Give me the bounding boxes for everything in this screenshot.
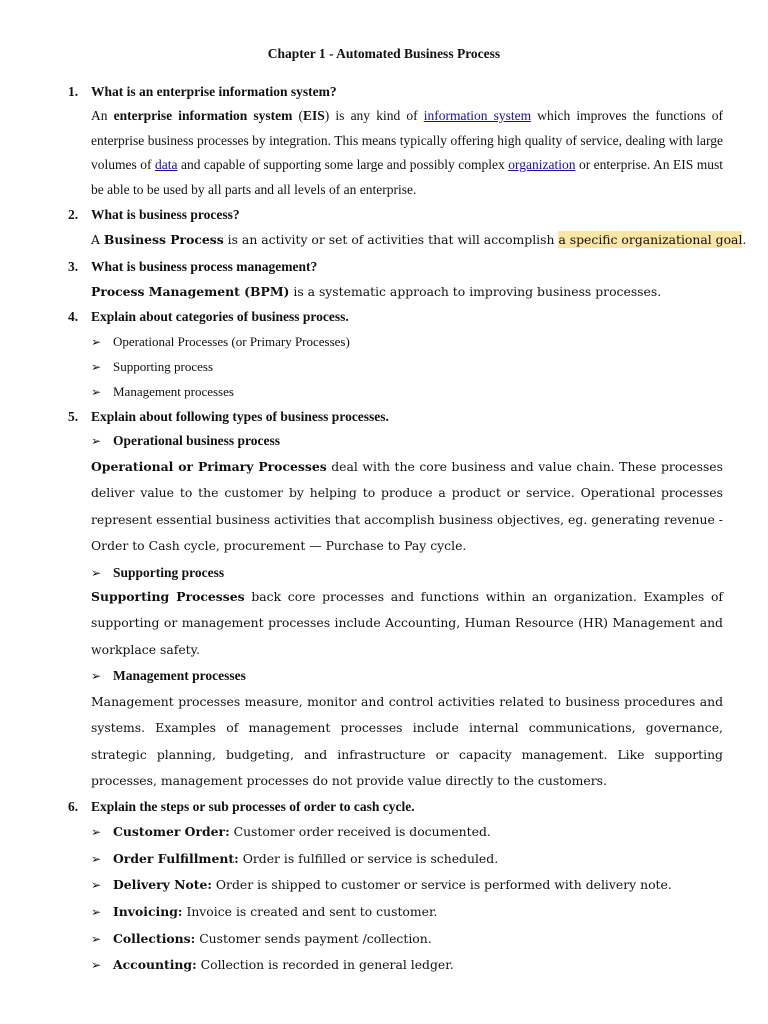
step-term: Collections: <box>113 931 196 946</box>
step-text: Customer sends payment /collection. <box>199 931 432 946</box>
list-item-label: Operational Processes (or Primary Processes) <box>113 334 350 349</box>
paragraph-text: back core processes and functions within an organization. Examples of supporting or management processes include Accounting, Human Resource (HR) Management and workplace safety. <box>91 589 723 657</box>
answer-2 <box>91 230 746 250</box>
answer-text: A <box>91 232 100 247</box>
subheading-label: Management processes <box>113 668 246 683</box>
answer-text: or enterprise. An EIS must be able to be used by all parts and all levels of an enterprise. <box>91 157 723 197</box>
question-text: What is business process management? <box>91 259 318 274</box>
answer-1 <box>91 104 723 202</box>
step-text: Order is fulfilled or service is scheduled. <box>242 851 499 866</box>
answer-text: and capable of supporting some large and possibly complex <box>180 157 505 172</box>
question-number: 2. <box>68 207 79 222</box>
step-text: Collection is recorded in general ledger. <box>200 957 454 972</box>
arrow-bullet-icon: ➢ <box>91 434 102 448</box>
question-text: Explain about categories of business process. <box>91 309 349 324</box>
step-term: Invoicing: <box>113 904 183 919</box>
arrow-bullet-icon: ➢ <box>91 905 102 919</box>
arrow-bullet-icon: ➢ <box>91 825 102 839</box>
highlighted-text: a specific organizational goal <box>558 232 743 247</box>
operational-paragraph <box>91 454 723 559</box>
term-bpm: Process Management (BPM) <box>91 284 290 299</box>
step-line <box>113 875 672 895</box>
arrow-bullet-icon: ➢ <box>91 958 102 972</box>
term-eis: enterprise information system <box>113 108 293 123</box>
subheading-label: Operational business process <box>113 433 281 448</box>
question-text: Explain about following types of business processes. <box>91 409 389 424</box>
link-data[interactable]: data <box>154 157 178 172</box>
question-text: What is business process? <box>91 207 240 222</box>
subheading-label: Supporting process <box>113 565 225 580</box>
answer-text: is an activity or set of activities that will accomplish <box>227 232 555 247</box>
answer-text: is a systematic approach to improving business processes. <box>293 284 662 299</box>
question-number: 3. <box>68 259 79 274</box>
step-term: Order Fulfillment: <box>113 851 239 866</box>
arrow-bullet-icon: ➢ <box>91 385 102 399</box>
list-item-label: Management processes <box>113 384 234 399</box>
answer-text: . <box>742 232 747 247</box>
link-information-system[interactable]: information system <box>423 108 532 123</box>
step-line <box>113 849 498 869</box>
arrow-bullet-icon: ➢ <box>91 852 102 866</box>
term-operational: Operational or Primary Processes <box>91 459 327 474</box>
step-text: Customer order received is documented. <box>233 824 491 839</box>
question-number: 1. <box>68 84 79 99</box>
arrow-bullet-icon: ➢ <box>91 878 102 892</box>
question-number: 4. <box>68 309 79 324</box>
step-line <box>113 902 437 922</box>
answer-text: ) is any kind of <box>324 108 418 123</box>
arrow-bullet-icon: ➢ <box>91 669 102 683</box>
management-paragraph <box>91 689 723 794</box>
step-line <box>113 822 491 842</box>
supporting-paragraph <box>91 584 723 663</box>
arrow-bullet-icon: ➢ <box>91 360 102 374</box>
question-text: Explain the steps or sub processes of order to cash cycle. <box>91 799 415 814</box>
page-title: Chapter 1 - Automated Business Process <box>267 46 501 61</box>
list-item-label: Supporting process <box>113 359 214 374</box>
abbr-eis: EIS <box>303 108 325 123</box>
arrow-bullet-icon: ➢ <box>91 932 102 946</box>
paragraph-text: Management processes measure, monitor and control activities related to business procedures and systems. Examples of management processes include internal communications, governance, strategic planning, budgeting, and infrastructure or capacity management. Like supporting processes, management processes do not provide value directly to the customers. <box>91 694 723 788</box>
answer-text: which improves the functions of enterprise business processes by integration. This means typically offering high quality of service, dealing with large volumes of <box>91 108 723 172</box>
step-text: Order is shipped to customer or service is performed with delivery note. <box>215 877 672 892</box>
question-text: What is an enterprise information system? <box>91 84 337 99</box>
question-number: 6. <box>68 799 79 814</box>
answer-text: An <box>91 108 108 123</box>
answer-3 <box>91 282 661 302</box>
arrow-bullet-icon: ➢ <box>91 335 102 349</box>
link-organization[interactable]: organization <box>508 157 576 172</box>
step-term: Accounting: <box>113 957 197 972</box>
step-term: Delivery Note: <box>113 877 212 892</box>
paragraph-text: deal with the core business and value chain. These processes deliver value to the customer by helping to produce a product or service. Operational processes represent essential business activities that accomplish business objectives, eg. generating revenue - Order to Cash cycle, procurement — Purchase to Pay cycle. <box>91 459 723 553</box>
question-number: 5. <box>68 409 79 424</box>
step-line <box>113 955 454 975</box>
answer-text: ( <box>292 108 304 123</box>
term-supporting: Supporting Processes <box>91 589 245 604</box>
arrow-bullet-icon: ➢ <box>91 566 102 580</box>
term-business-process: Business Process <box>103 232 224 247</box>
step-term: Customer Order: <box>113 824 230 839</box>
step-line <box>113 929 432 949</box>
step-text: Invoice is created and sent to customer. <box>186 904 438 919</box>
